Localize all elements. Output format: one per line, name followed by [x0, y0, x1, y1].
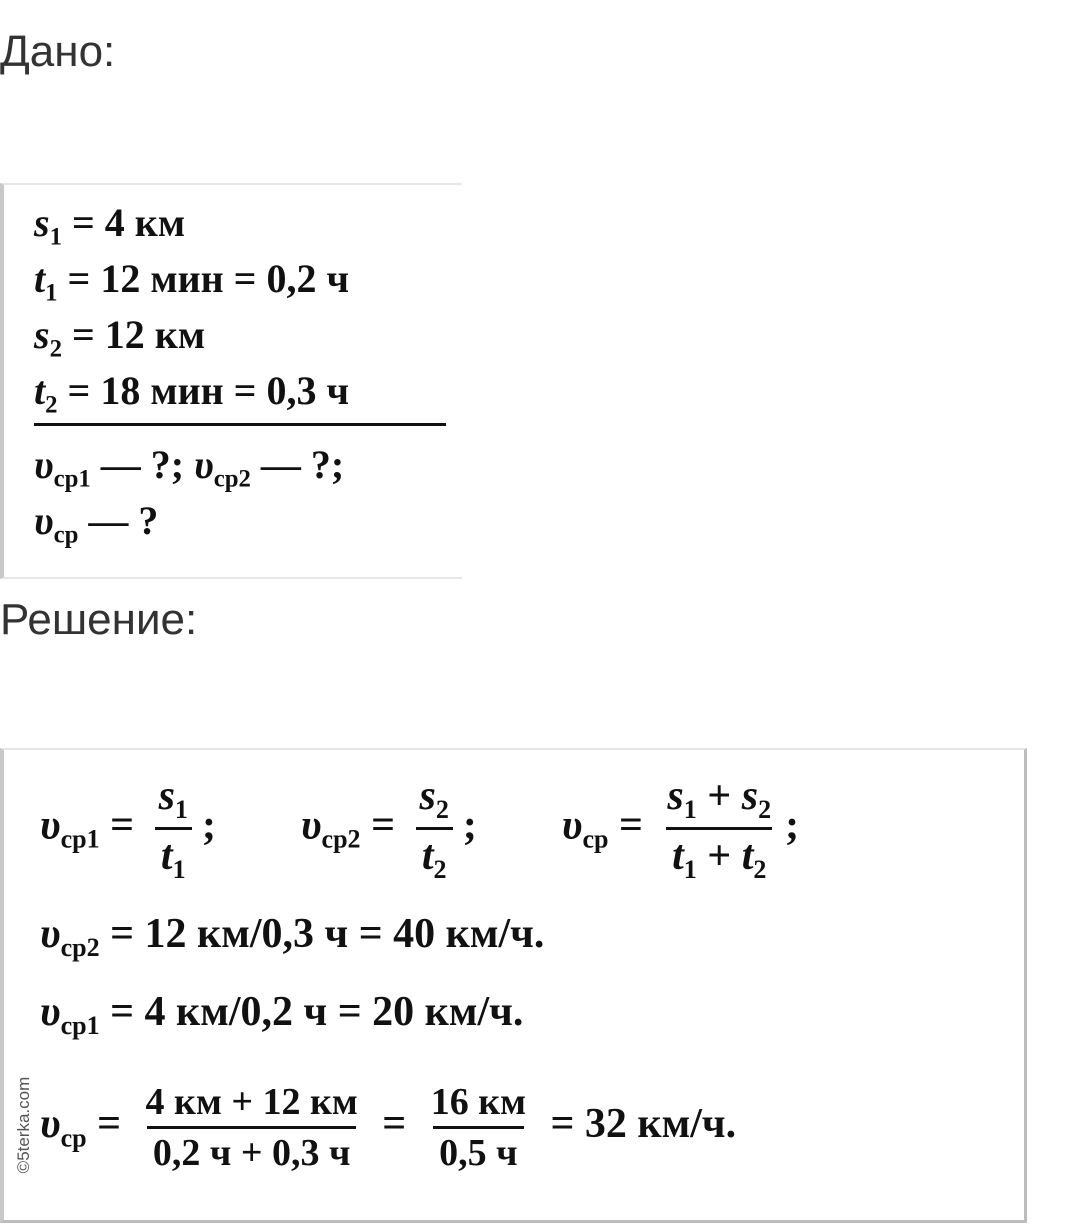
- symbol: υ: [34, 442, 54, 487]
- symbol: υ: [40, 1101, 61, 1148]
- given-find-line2: [34, 497, 158, 550]
- equals: =: [371, 1101, 417, 1148]
- formula-row: [40, 772, 799, 885]
- value: = 12 км: [61, 312, 206, 357]
- given-s1: [34, 199, 185, 252]
- denominator: [416, 827, 453, 885]
- numerator: 16 км: [430, 1081, 526, 1123]
- numerator: [661, 772, 777, 827]
- symbol: υ: [40, 802, 61, 849]
- numerator: 4 км + 12 км: [145, 1081, 358, 1123]
- subscript: 2: [49, 335, 62, 363]
- expression: = 12 км/0,3 ч = 40 км/ч.: [99, 911, 545, 957]
- subscript: ср1: [60, 824, 100, 854]
- given-divider: [34, 423, 446, 426]
- subscript: 1: [683, 795, 697, 825]
- fraction: [425, 1080, 532, 1175]
- subscript: ср1: [60, 1011, 100, 1041]
- subscript: 1: [45, 279, 58, 307]
- subscript: ср2: [213, 465, 251, 493]
- value: = 18 мин = 0,3 ч: [57, 368, 350, 413]
- fraction: [153, 772, 194, 885]
- symbol: t: [741, 833, 754, 880]
- denominator: 0,2 ч + 0,3 ч: [147, 1126, 357, 1175]
- semicolon: ;: [201, 802, 216, 849]
- fraction: [661, 772, 777, 885]
- solution-box: [0, 748, 1027, 1223]
- subscript: ср: [53, 521, 79, 549]
- formula-v-avg: [562, 772, 799, 885]
- subscript: 2: [435, 795, 449, 825]
- equals: =: [360, 802, 406, 849]
- subscript: 2: [758, 795, 772, 825]
- semicolon: ;: [785, 802, 800, 849]
- subscript: ср2: [60, 933, 100, 963]
- symbol: υ: [300, 802, 322, 849]
- formula-v2: [301, 772, 477, 885]
- given-heading: Дано:: [0, 27, 116, 76]
- numerator: [414, 772, 455, 827]
- denominator: [666, 827, 772, 885]
- symbol: υ: [40, 911, 61, 957]
- symbol: s: [741, 773, 759, 819]
- calc-v1: [40, 988, 523, 1041]
- equals: =: [86, 1101, 132, 1148]
- calc-v-avg: [40, 1080, 736, 1175]
- subscript: ср1: [53, 465, 91, 493]
- symbol: t: [672, 833, 684, 880]
- numerator: [153, 772, 194, 827]
- solution-heading: Решение:: [0, 595, 198, 644]
- symbol: υ: [194, 442, 214, 487]
- symbol: υ: [561, 802, 583, 849]
- subscript: ср2: [321, 824, 361, 854]
- subscript: 2: [753, 855, 767, 885]
- symbol: t: [34, 368, 46, 413]
- final-formula: [40, 1080, 736, 1175]
- subscript: 1: [683, 855, 697, 885]
- expression: = 4 км/0,2 ч = 20 км/ч.: [99, 989, 524, 1035]
- equals: =: [608, 802, 654, 849]
- subscript: 1: [174, 795, 188, 825]
- plus: +: [696, 833, 742, 880]
- value: = 4 км: [61, 200, 186, 245]
- subscript: ср: [582, 824, 609, 854]
- subscript: 1: [49, 223, 62, 251]
- given-s2: [34, 311, 205, 364]
- symbol: s: [158, 773, 175, 819]
- subscript: 2: [433, 855, 447, 885]
- denominator: 0,5 ч: [433, 1126, 523, 1175]
- subscript: ср: [60, 1123, 87, 1153]
- given-t2: [34, 367, 349, 420]
- given-find-line1: [34, 441, 344, 494]
- value: = 12 мин = 0,2 ч: [57, 256, 350, 301]
- watermark: ©5terka.com: [14, 1076, 33, 1174]
- symbol: s: [34, 200, 50, 245]
- symbol: s: [34, 312, 50, 357]
- formula-v1: [40, 772, 216, 885]
- symbol: t: [160, 833, 173, 880]
- given-t1: [34, 255, 349, 308]
- symbol: t: [421, 833, 434, 880]
- question: — ?: [78, 498, 159, 543]
- denominator: [155, 827, 192, 885]
- semicolon: ;: [462, 802, 477, 849]
- plus: +: [696, 773, 742, 819]
- question: — ?;: [90, 442, 195, 487]
- result: = 32 км/ч.: [539, 1101, 737, 1148]
- subscript: 1: [172, 855, 186, 885]
- question: — ?;: [250, 442, 345, 487]
- fraction: [414, 772, 455, 885]
- symbol: s: [667, 773, 684, 819]
- equals: =: [99, 802, 145, 849]
- subscript: 2: [45, 391, 58, 419]
- symbol: υ: [40, 989, 61, 1035]
- symbol: υ: [34, 498, 54, 543]
- fraction: [140, 1080, 364, 1175]
- symbol: s: [419, 773, 436, 819]
- given-box: [0, 183, 462, 579]
- calc-v2: [40, 910, 544, 963]
- symbol: t: [34, 256, 46, 301]
